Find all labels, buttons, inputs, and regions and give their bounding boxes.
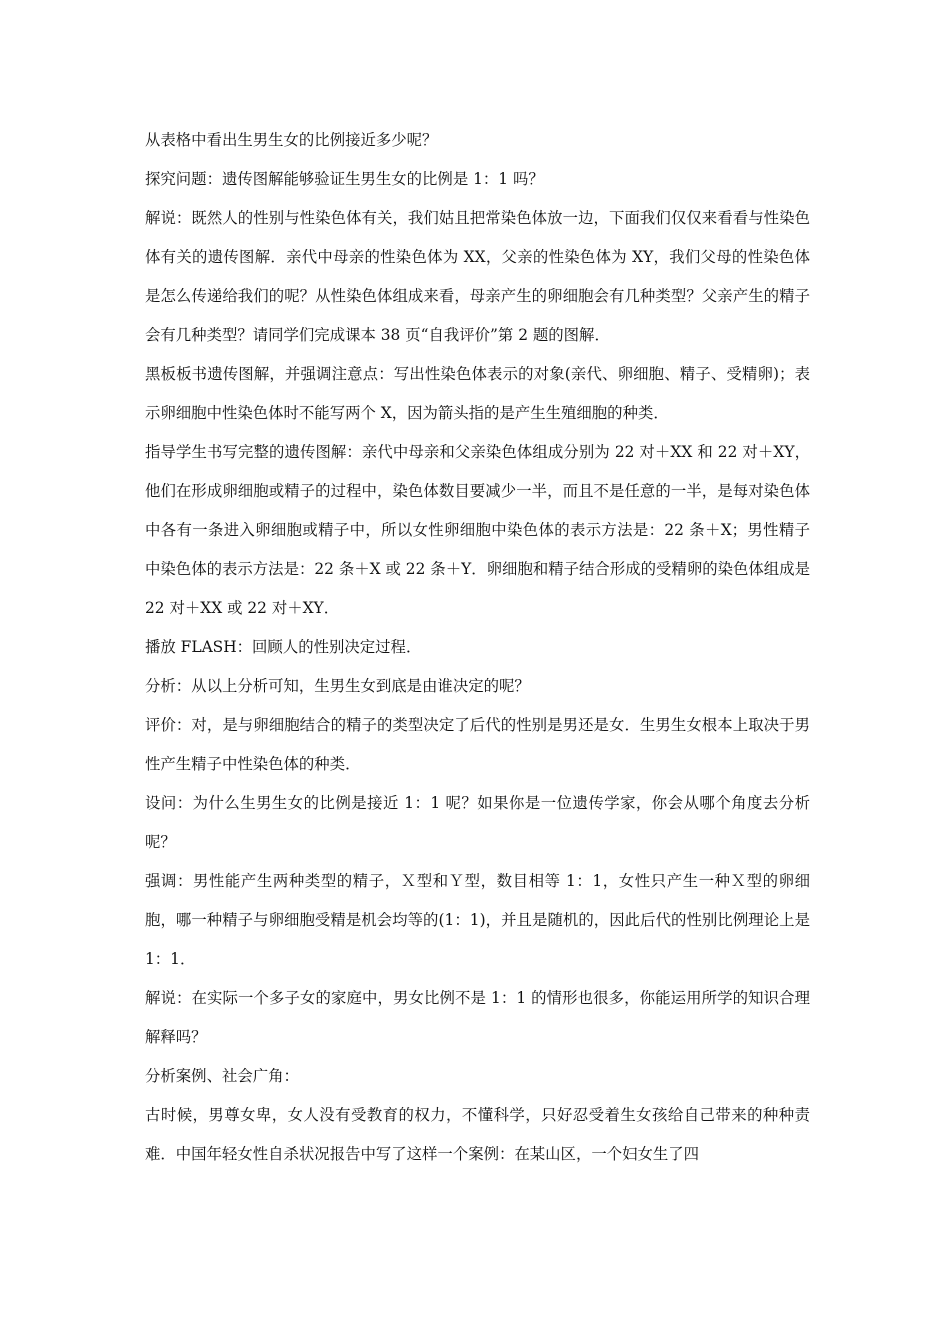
paragraph-evaluation: 评价：对，是与卵细胞结合的精子的类型决定了后代的性别是男还是女．生男生女根本上取决于男性产生精子中性染色体的种类． xyxy=(145,716,810,773)
document-body xyxy=(145,121,810,1174)
paragraph-inquiry-question: 探究问题：遗传图解能够验证生男生女的比例是 1：1 吗？ xyxy=(145,170,544,188)
paragraph-guided-diagram: 指导学生书写完整的遗传图解：亲代中母亲和父亲染色体组成分别为 22 对＋XX 和 22 对＋XY，他们在形成卵细胞或精子的过程中，染色体数目要减少一半，而且不是任意的一半，是每对染色体中各有一条进入卵细胞或精子中，所以女性卵细胞中染色体的表示方法是：22 条＋X；男性精子中染色体的表示方法是：22 条＋X 或 22 条＋Y．卵细胞和精子结合形成的受精卵的染色体组成是 22 对＋XX 或 22 对＋XY． xyxy=(145,443,810,617)
paragraph-explanation-sex-chromosomes: 解说：既然人的性别与性染色体有关，我们姑且把常染色体放一边，下面我们仅仅来看看与性染色体有关的遗传图解．亲代中母亲的性染色体为 XX，父亲的性染色体为 XY，我们父母的性染色体是怎么传递给我们的呢？从性染色体组成来看，母亲产生的卵细胞会有几种类型？父亲产生的精子会有几种类型？请同学们完成课本 38 页“自我评价”第 2 题的图解． xyxy=(145,209,810,344)
paragraph-analysis-question: 分析：从以上分析可知，生男生女到底是由谁决定的呢？ xyxy=(145,677,530,695)
paragraph-blackboard-notes: 黑板板书遗传图解，并强调注意点：写出性染色体表示的对象(亲代、卵细胞、精子、受精卵)；表示卵细胞中性染色体时不能写两个 X，因为箭头指的是产生生殖细胞的种类． xyxy=(145,365,810,422)
paragraph-real-family-explanation: 解说：在实际一个多子女的家庭中，男女比例不是 1：1 的情形也很多，你能运用所学的知识合理解释吗？ xyxy=(145,989,810,1046)
paragraph-question-ratio: 从表格中看出生男生女的比例接近多少呢？ xyxy=(145,131,438,149)
paragraph-historical-case: 古时候，男尊女卑，女人没有受教育的权力，不懂科学，只好忍受着生女孩给自己带来的种种责难．中国年轻女性自杀状况报告中写了这样一个案例：在某山区，一个妇女生了四 xyxy=(145,1106,810,1163)
paragraph-emphasis: 强调：男性能产生两种类型的精子，Ｘ型和Ｙ型，数目相等 1：1，女性只产生一种Ｘ型的卵细胞，哪一种精子与卵细胞受精是机会均等的(1：1)，并且是随机的，因此后代的性别比例理论上是 1：1． xyxy=(145,872,810,968)
paragraph-play-flash: 播放 FLASH：回顾人的性别决定过程． xyxy=(145,638,422,656)
paragraph-follow-up-question: 设问：为什么生男生女的比例是接近 1：1 呢？如果你是一位遗传学家，你会从哪个角度去分析呢？ xyxy=(145,794,810,851)
paragraph-case-analysis-heading: 分析案例、社会广角： xyxy=(145,1067,299,1085)
